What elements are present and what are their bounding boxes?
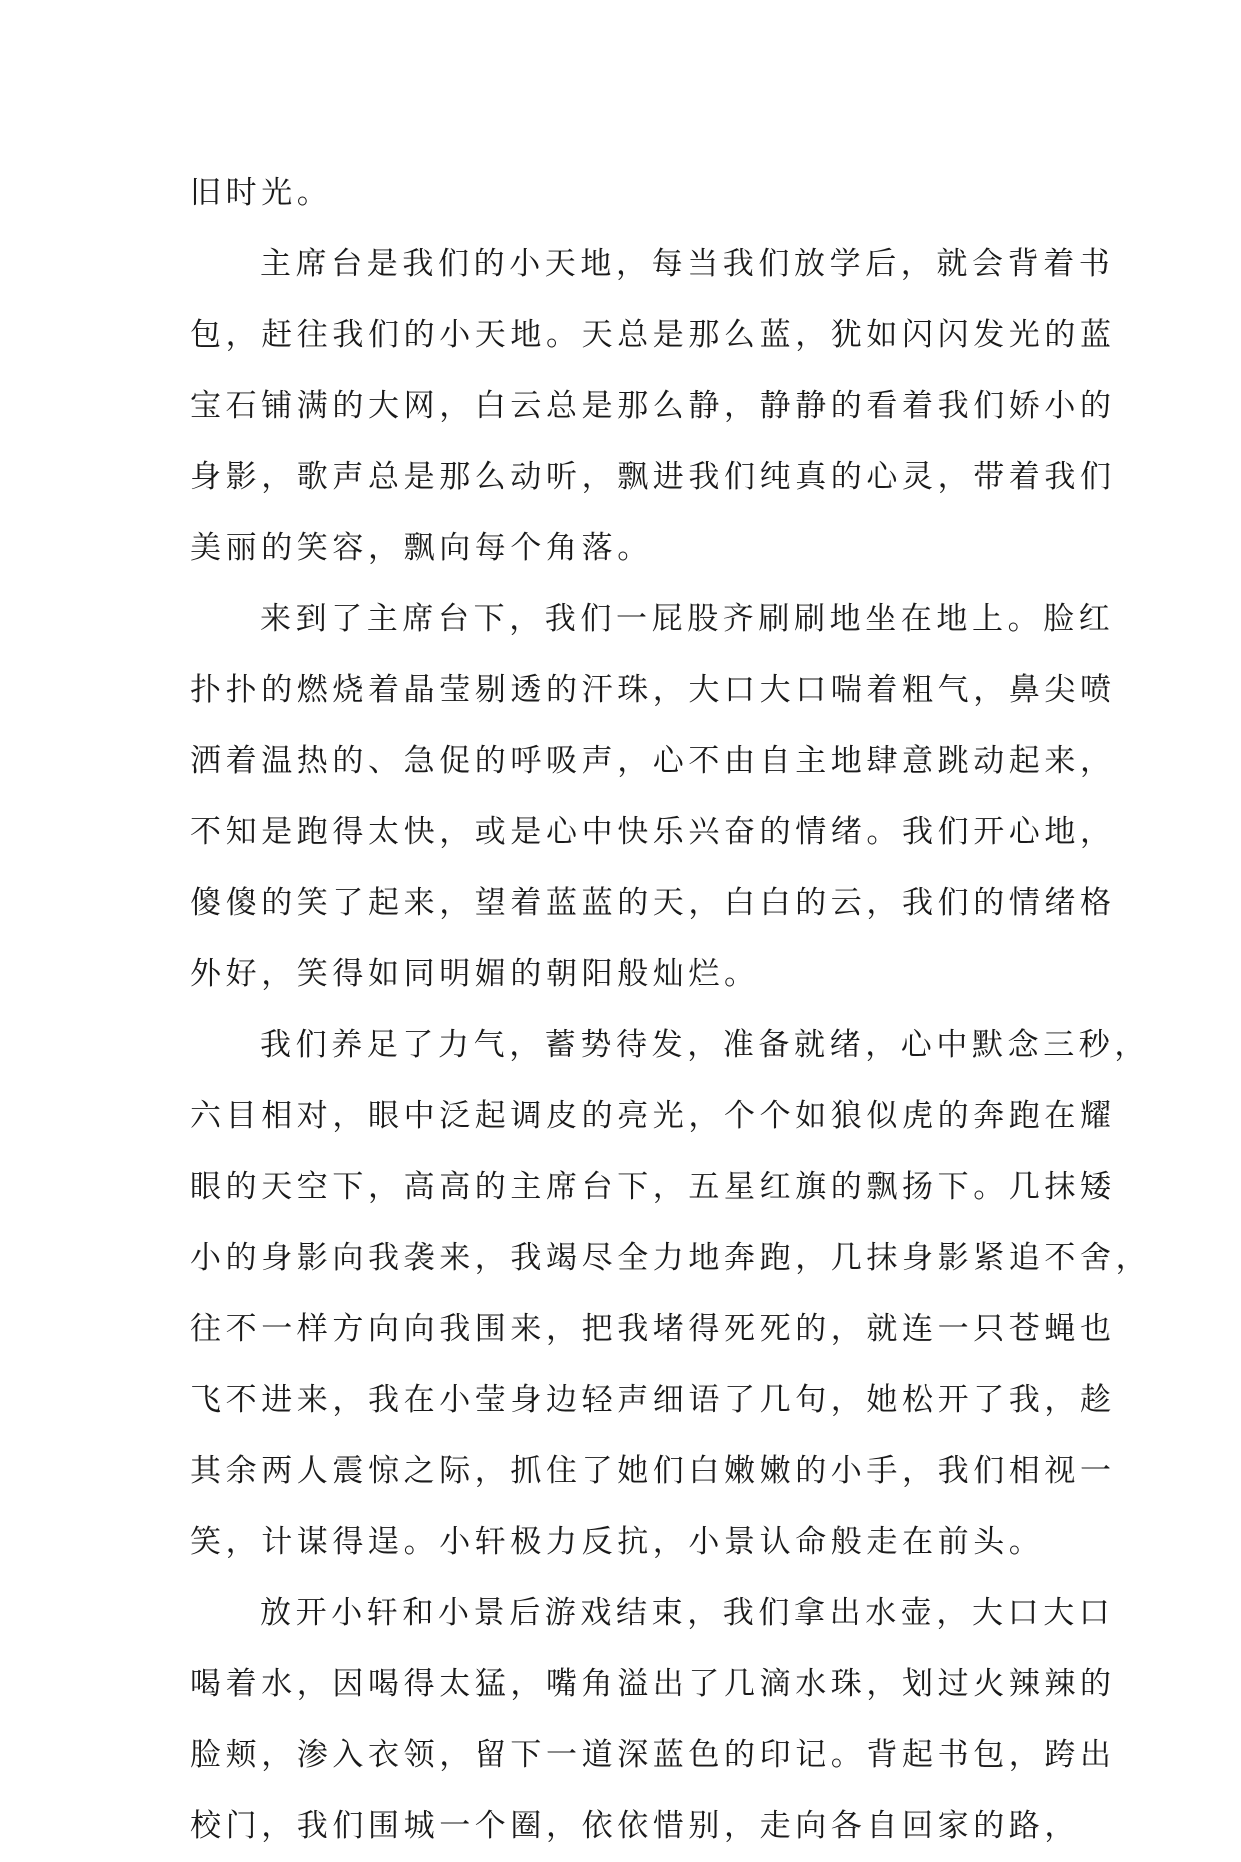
text-line: 洒着温热的、急促的呼吸声，心不由自主地肆意跳动起来， (190, 743, 1116, 779)
paragraph-first-line: 我们养足了力气，蓄势待发，准备就绪，心中默念三秒， (260, 1027, 1150, 1063)
text-line: 外好，笑得如同明媚的朝阳般灿烂。 (190, 956, 760, 992)
text-line: 往不一样方向向我围来，把我堵得死死的，就连一只苍蝇也 (190, 1311, 1116, 1347)
text-line: 六目相对，眼中泛起调皮的亮光，个个如狼似虎的奔跑在耀 (190, 1098, 1116, 1134)
text-line: 宝石铺满的大网，白云总是那么静，静静的看着我们娇小的 (190, 388, 1116, 424)
text-line: 身影，歌声总是那么动听，飘进我们纯真的心灵，带着我们 (190, 459, 1116, 495)
text-line: 包，赶往我们的小天地。天总是那么蓝，犹如闪闪发光的蓝 (190, 317, 1116, 353)
text-line: 不知是跑得太快，或是心中快乐兴奋的情绪。我们开心地， (190, 814, 1116, 850)
text-line: 傻傻的笑了起来，望着蓝蓝的天，白白的云，我们的情绪格 (190, 885, 1116, 921)
text-line: 笑，计谋得逞。小轩极力反抗，小景认命般走在前头。 (190, 1524, 1045, 1560)
text-line: 脸颊，渗入衣领，留下一道深蓝色的印记。背起书包，跨出 (190, 1737, 1116, 1773)
text-line: 扑扑的燃烧着晶莹剔透的汗珠，大口大口喘着粗气，鼻尖喷 (190, 672, 1116, 708)
text-line: 美丽的笑容，飘向每个角落。 (190, 530, 653, 566)
text-line: 小的身影向我袭来，我竭尽全力地奔跑，几抹身影紧追不舍， (190, 1240, 1152, 1276)
text-line: 飞不进来，我在小莹身边轻声细语了几句，她松开了我，趁 (190, 1382, 1116, 1418)
paragraph-first-line: 主席台是我们的小天地，每当我们放学后，就会背着书 (260, 246, 1115, 282)
text-line: 校门，我们围城一个圈，依依惜别，走向各自回家的路， (190, 1808, 1080, 1844)
text-line: 眼的天空下，高高的主席台下，五星红旗的飘扬下。几抹矮 (190, 1169, 1116, 1205)
paragraph-first-line: 放开小轩和小景后游戏结束，我们拿出水壶，大口大口 (260, 1595, 1115, 1631)
text-line: 其余两人震惊之际，抓住了她们白嫩嫩的小手，我们相视一 (190, 1453, 1116, 1489)
body-text (190, 158, 1152, 1862)
text-line: 旧时光。 (190, 175, 333, 211)
paragraph-first-line: 来到了主席台下，我们一屁股齐刷刷地坐在地上。脸红 (260, 601, 1115, 637)
text-line: 喝着水，因喝得太猛，嘴角溢出了几滴水珠，划过火辣辣的 (190, 1666, 1116, 1702)
